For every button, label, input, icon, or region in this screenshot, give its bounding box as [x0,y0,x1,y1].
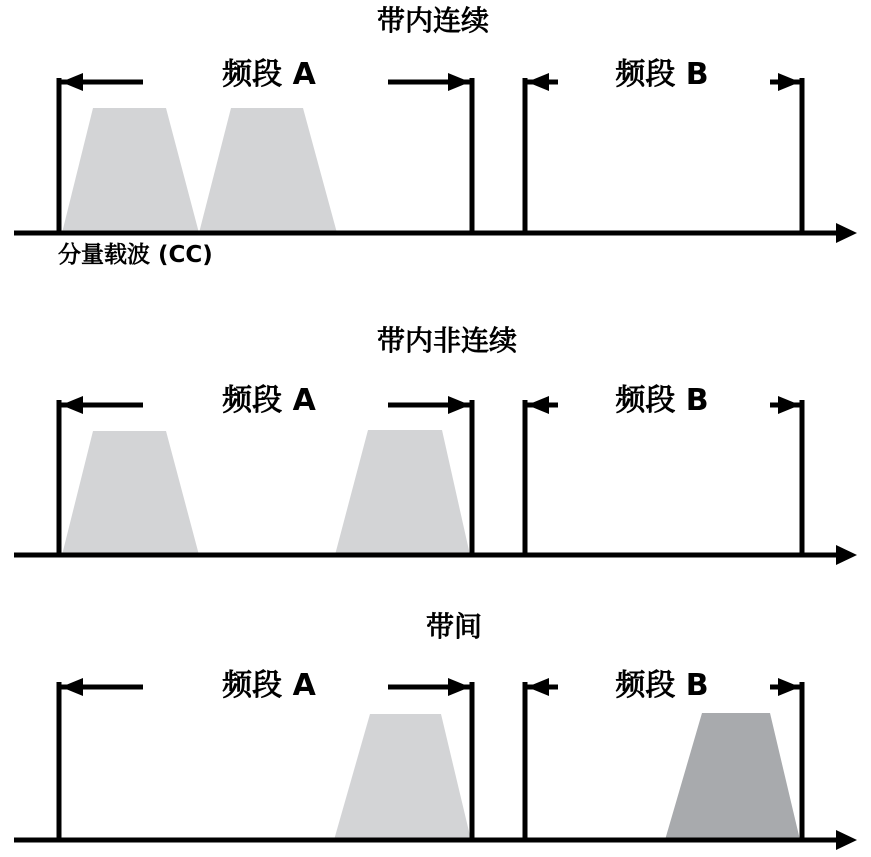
component-carrier-shape [335,430,470,555]
right-arrowhead-icon [448,396,470,414]
left-arrowhead-icon [527,396,549,414]
band-b-label: 频段 B [615,383,709,418]
left-arrowhead-icon [61,396,83,414]
band-b-label: 频段 B [615,668,709,703]
component-carrier-label: 分量载波 (CC) [58,242,213,268]
left-arrowhead-icon [527,73,549,91]
frequency-axis-arrowhead [836,830,857,850]
component-carrier-shape [665,713,800,840]
left-arrowhead-icon [61,678,83,696]
right-arrowhead-icon [778,678,800,696]
right-arrowhead-icon [778,396,800,414]
frequency-axis-arrowhead [836,223,857,243]
band-a-label: 频段 A [222,383,316,418]
left-arrowhead-icon [61,73,83,91]
band-a-label: 频段 A [222,57,316,92]
component-carrier-shape [62,108,199,233]
section-title-inter-band: 带间 [425,610,483,643]
left-arrowhead-icon [527,678,549,696]
component-carrier-shape [62,431,199,555]
component-carrier-shape [334,714,471,840]
band-b-label: 频段 B [615,57,709,92]
frequency-axis-arrowhead [836,545,857,565]
section-title-intra-band-non-contiguous: 带内非连续 [376,324,518,357]
component-carrier-shape [199,108,337,233]
right-arrowhead-icon [778,73,800,91]
right-arrowhead-icon [448,73,470,91]
right-arrowhead-icon [448,678,470,696]
section-title-intra-band-contiguous: 带内连续 [376,4,490,37]
band-a-label: 频段 A [222,668,316,703]
